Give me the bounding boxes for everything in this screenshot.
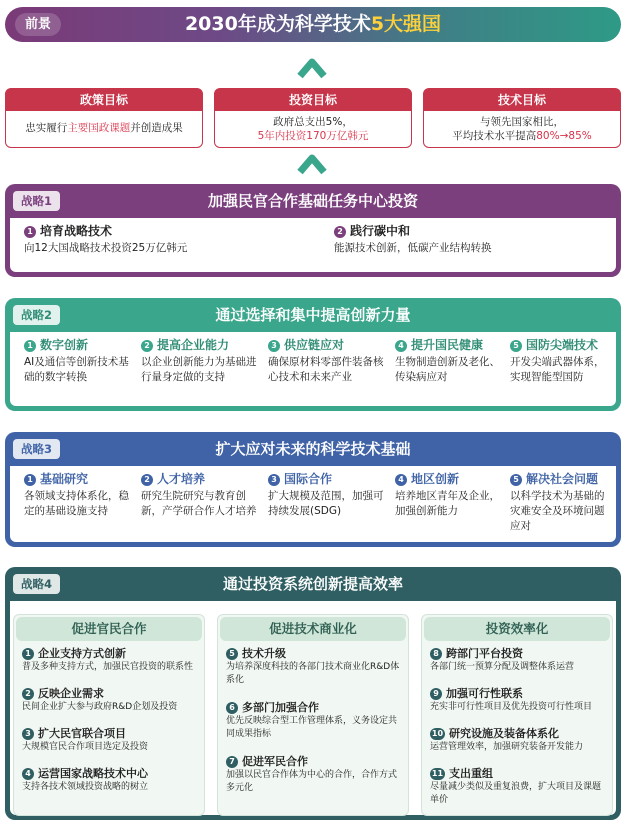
strategy-body — [10, 332, 616, 406]
column-item: 7 促进军民合作 加强以民官合作体为中心的合作，合作方式多元化 — [226, 755, 398, 793]
strategy-title: 通过选择和集中提高创新力量 — [215, 306, 411, 324]
column-item: 9 加强可行性联系 充实非可行性项目及优先投资可行性项目 — [430, 687, 593, 712]
goal-title: 投资目标 — [215, 89, 411, 111]
strategy-body — [10, 218, 616, 272]
strategy-item: 2 提高企业能力 以企业创新能力为基础进行量身定做的支持 — [141, 338, 257, 383]
column-item: 10 研究设施及装备体系化 运营管理效率，加强研究装备开发能力 — [430, 727, 584, 752]
strategy-body — [10, 466, 616, 542]
goal-title: 技术目标 — [424, 89, 620, 111]
vision-banner — [5, 7, 621, 42]
goal-desc: 政府总支出5%， 5年内投资170万亿韩元 — [257, 116, 369, 142]
column-item: 11 支出重组 尽量减少类似及重复浪费，扩大项目及课题单价 — [430, 767, 602, 805]
column-title: 投资效率化 — [424, 617, 610, 641]
strategy-tag: 战略3 — [13, 439, 60, 459]
strategy-header — [5, 567, 621, 601]
strategy-1 — [5, 184, 621, 277]
column-item: 2 反映企业需求 民间企业扩大参与政府R&D企划及投资 — [22, 687, 178, 712]
column-item: 1 企业支持方式创新 普及多种支持方式，加强民官投资的联系性 — [22, 647, 194, 672]
column-efficiency — [421, 614, 613, 816]
strategy-header — [5, 184, 621, 218]
strategy-item: 5 国防尖端技术 开发尖端武器体系，实现智能型国防 — [510, 338, 605, 383]
column-title: 促进官民合作 — [16, 617, 202, 641]
goal-desc: 与领先国家相比， 平均技术水平提高80%→85% — [452, 116, 592, 142]
goal-title: 政策目标 — [6, 89, 202, 111]
strategy-title: 加强民官合作基础任务中心投资 — [207, 192, 418, 210]
strategy-header — [5, 432, 621, 466]
strategy-2 — [5, 298, 621, 411]
vision-title: 2030年成为科学技术5大强国 — [184, 13, 442, 35]
chevron-up-icon — [297, 152, 327, 174]
strategy-item: 1 培育战略技术 向12大国战略技术投资25万亿韩元 — [24, 224, 188, 254]
strategy-item: 2 践行碳中和 能源技术创新，低碳产业结构转换 — [334, 224, 492, 254]
column-item: 8 跨部门平台投资 各部门统一预算分配及调整体系运营 — [430, 647, 575, 672]
strategy-item: 4 提升国民健康 生物制造创新及老化、传染病应对 — [395, 338, 500, 383]
strategy-tag: 战略2 — [13, 305, 60, 325]
column-public-private — [13, 614, 205, 816]
column-commercialization — [217, 614, 409, 816]
strategy-item: 2 人才培养 研究生院研究与教育创新，产学研合作人才培养 — [141, 472, 257, 517]
strategy-3 — [5, 432, 621, 547]
column-item: 5 技术升级 为培养深度科技的各部门技术商业化R&D体系化 — [226, 647, 400, 685]
strategy-item: 4 地区创新 培养地区青年及企业，加强创新能力 — [395, 472, 500, 517]
column-item: 6 多部门加强合作 优先反映综合型工作管理体系，义务设定共同成果指标 — [226, 701, 398, 739]
goal-investment — [214, 88, 412, 148]
strategy-header — [5, 298, 621, 332]
strategy-item: 1 基础研究 各领域支持体系化，稳定的基础设施支持 — [24, 472, 129, 517]
strategy-tag: 战略1 — [13, 191, 60, 211]
strategy-item: 3 国际合作 扩大规模及范围，加强可持续发展(SDG) — [268, 472, 384, 517]
column-item: 4 运营国家战略技术中心 支持各技术领域投资战略的树立 — [22, 767, 149, 792]
goal-desc: 忠实履行主要国政课题并创造成果 — [25, 122, 183, 134]
goal-technology — [423, 88, 621, 148]
goal-policy — [5, 88, 203, 148]
strategy-tag: 战略4 — [13, 574, 60, 594]
strategy-item: 1 数字创新 AI及通信等创新技术基础的数字转换 — [24, 338, 129, 383]
chevron-up-icon — [297, 56, 327, 78]
strategy-item: 3 供应链应对 确保原材料零部件装备核心技术和未来产业 — [268, 338, 384, 383]
vision-tag: 前景 — [15, 13, 61, 36]
column-item: 3 扩大民官联合项目 大规模官民合作项目选定及投资 — [22, 727, 149, 752]
strategy-4 — [5, 567, 621, 820]
strategy-item: 5 解决社会问题 以科学技术为基础的灾难安全及环境问题应对 — [510, 472, 605, 532]
strategy-title: 扩大应对未来的科学技术基础 — [215, 440, 411, 458]
strategy-title: 通过投资系统创新提高效率 — [222, 575, 403, 593]
column-title: 促进技术商业化 — [220, 617, 406, 641]
